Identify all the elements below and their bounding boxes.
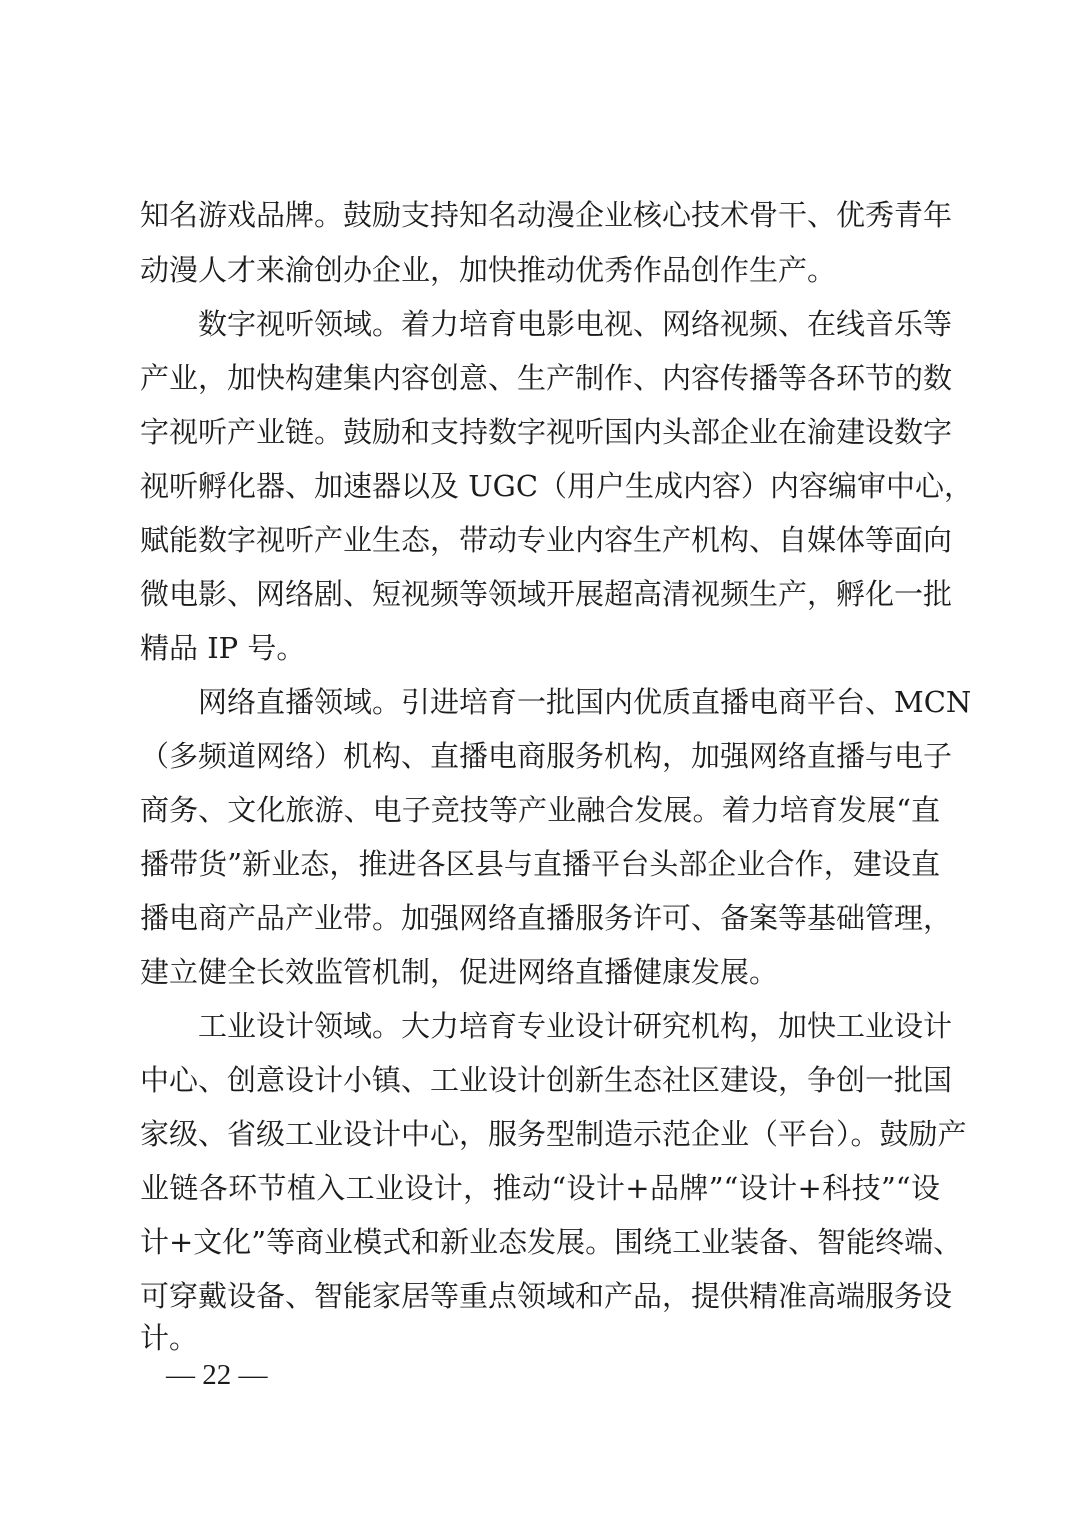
- paragraph-4-line-6: 可穿戴设备、智能家居等重点领域和产品，提供精准高端服务设: [140, 1279, 953, 1313]
- paragraph-2-line-7: 精品 IP 号。: [140, 631, 306, 665]
- paragraph-2-line-5: 赋能数字视听产业生态，带动专业内容生产机构、自媒体等面向: [140, 523, 953, 557]
- paragraph-4-line-5: 计+文化”等商业模式和新业态发展。围绕工业装备、智能终端、: [140, 1225, 963, 1259]
- paragraph-3-line-2: （多频道网络）机构、直播电商服务机构，加强网络直播与电子: [140, 739, 953, 773]
- paragraph-2-line-3: 字视听产业链。鼓励和支持数字视听国内头部企业在渝建设数字: [140, 415, 953, 449]
- paragraph-2-line-4: 视听孵化器、加速器以及 UGC（用户生成内容）内容编审中心，: [140, 469, 974, 503]
- page-number: — 22 —: [166, 1359, 268, 1391]
- paragraph-3-line-4: 播带货”新业态，推进各区县与直播平台头部企业合作，建设直: [140, 847, 940, 881]
- paragraph-2-line-2: 产业，加快构建集内容创意、生产制作、内容传播等各环节的数: [140, 361, 953, 395]
- paragraph-4-line-3: 家级、省级工业设计中心，服务型制造示范企业（平台）。鼓励产: [140, 1117, 967, 1151]
- paragraph-4-line-7: 计。: [140, 1321, 199, 1355]
- paragraph-3-line-1: 网络直播领域。引进培育一批国内优质直播电商平台、MCN: [198, 685, 972, 719]
- paragraph-3-line-3: 商务、文化旅游、电子竞技等产业融合发展。着力培育发展“直: [140, 793, 940, 827]
- paragraph-1-line-2: 动漫人才来渝创办企业，加快推动优秀作品创作生产。: [140, 253, 837, 287]
- paragraph-4-line-1: 工业设计领域。大力培育专业设计研究机构，加快工业设计: [198, 1009, 953, 1043]
- paragraph-4-line-2: 中心、创意设计小镇、工业设计创新生态社区建设，争创一批国: [140, 1063, 953, 1097]
- paragraph-3-line-5: 播电商产品产业带。加强网络直播服务许可、备案等基础管理，: [140, 901, 953, 935]
- paragraph-1-line-1: 知名游戏品牌。鼓励支持知名动漫企业核心技术骨干、优秀青年: [140, 198, 953, 232]
- paragraph-3-line-6: 建立健全长效监管机制，促进网络直播健康发展。: [140, 955, 779, 989]
- paragraph-2-line-1: 数字视听领域。着力培育电影电视、网络视频、在线音乐等: [198, 307, 953, 341]
- paragraph-4-line-4: 业链各环节植入工业设计，推动“设计+品牌”“设计+科技”“设: [140, 1171, 940, 1205]
- paragraph-2-line-6: 微电影、网络剧、短视频等领域开展超高清视频生产，孵化一批: [140, 577, 953, 611]
